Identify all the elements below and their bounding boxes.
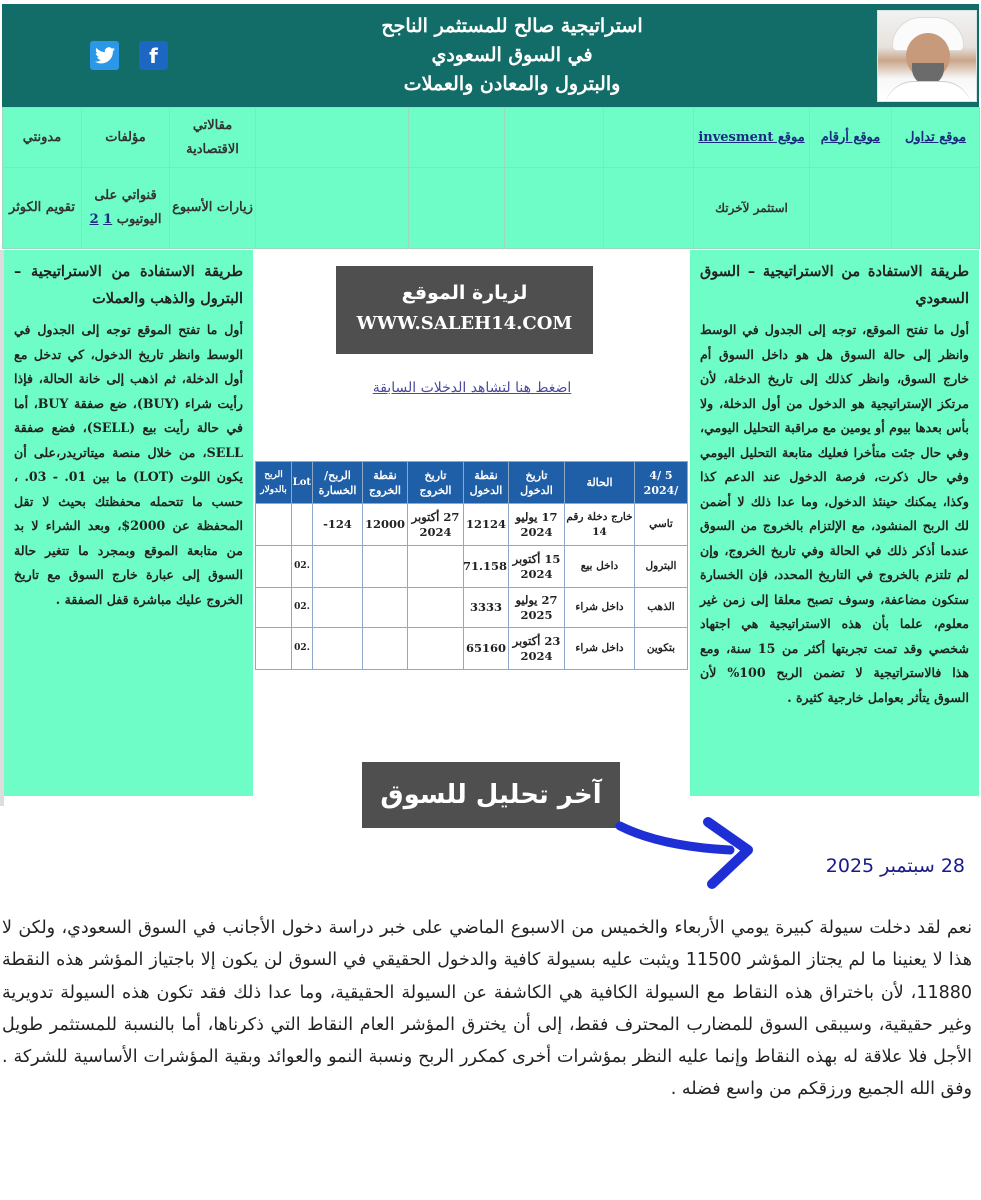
cell-lot xyxy=(292,504,313,546)
cell-exit-date xyxy=(408,546,464,588)
saudi-strategy-title: طريقة الاستفادة من الاستراتيجية – السوق السعودي xyxy=(700,263,969,307)
cell-lot: .02 xyxy=(292,628,313,670)
header-exit-date: تاريخ الخروج xyxy=(408,462,464,504)
cell-exit-date xyxy=(408,588,464,628)
cell-entry-point: 65160 xyxy=(464,628,509,670)
cell-status: داخل شراء xyxy=(565,588,635,628)
youtube-link-1[interactable]: 1 xyxy=(103,212,113,227)
header-entry-point: نقطة الدخول xyxy=(464,462,509,504)
site-title-line-1: استراتيجية صالح للمستثمر الناجح xyxy=(381,15,643,37)
nav-empty-cell xyxy=(409,108,505,168)
cell-profit-loss xyxy=(313,546,363,588)
cell-status: داخل بيع xyxy=(565,546,635,588)
cell-exit-point xyxy=(363,546,408,588)
header-profit-loss: الربح/ الخسارة xyxy=(313,462,363,504)
cell-entry-date: 15 أكتوبر 2024 xyxy=(509,546,565,588)
nav-argaam[interactable]: موقع أرقام xyxy=(810,108,892,168)
saudi-strategy-body: أول ما تفتح الموقع، توجه إلى الجدول في الوسط وانظر إلى حالة السوق هل هو داخل السوق أم خارج السوق، وانظر كذلك إلى تاريخ الدخلة، لأن مرتكز الإستراتيجية هو الدخول من أول الدخلة، ولا بأس بعدها بيوم أو يومين مع مراقبة التحليل اليومي، وفي حال جئت متأخرا فعليك متابعة التحليل اليومي وفي حال ذكرت، فرصة الدخول عند الدعم كذا وكذا، يمكنك حينئذ الدخول، وما عدا ذلك لا أضمن لك الربح المنشود، مع الإلتزام بالخروج من السوق عندما أذكر ذلك في الحالة وفي تاريخ الخروج، وإن لم تلتزم بالخروج في التاريخ المحدد، فإن الخسارة ستكون مضاعفة، وسوف تصبح معلقا إلى زمن غير معلوم، علما بأن هذه الاستراتيجية هي اجتهاد شخصي وقد تمت تجربتها أكثر من 15 سنة، ومع هذا فالاستراتيجية لا تضمن الربح 100% لأن السوق يتأثر بعوامل خارجية كثيرة . xyxy=(700,322,969,705)
header-exit-point: نقطة الخروج xyxy=(363,462,408,504)
commodities-strategy-panel xyxy=(4,250,253,796)
cell-entry-date: 27 يوليو 2025 xyxy=(509,588,565,628)
header-entry-date: تاريخ الدخول xyxy=(509,462,565,504)
trades-table xyxy=(255,461,688,670)
cell-status: خارج دخلة رقم 14 xyxy=(565,504,635,546)
nav-empty-cell xyxy=(256,108,409,168)
cell-market: الذهب xyxy=(635,588,688,628)
nav-grid xyxy=(2,107,980,249)
nav-empty-cell xyxy=(604,108,694,168)
cell-market: تاسي xyxy=(635,504,688,546)
cell-exit-date: 27 أكتوبر 2024 xyxy=(408,504,464,546)
commodities-strategy-title: طريقة الاستفادة من الاستراتيجية – البترول والذهب والعملات xyxy=(14,263,243,307)
cell-exit-point: 12000 xyxy=(363,504,408,546)
nav-weekly-visits[interactable]: زيارات الأسبوع xyxy=(170,168,256,249)
cell-lot: .02 xyxy=(292,546,313,588)
facebook-icon[interactable]: f xyxy=(139,41,168,70)
author-avatar xyxy=(877,10,977,102)
youtube-label: قنواتي على اليوتيوب xyxy=(94,188,162,227)
nav-empty-cell xyxy=(409,168,505,249)
cell-exit-date xyxy=(408,628,464,670)
cell-entry-point: 71.158 xyxy=(464,546,509,588)
site-title xyxy=(262,12,762,99)
nav-books[interactable]: مؤلفات xyxy=(82,108,170,168)
visit-site-banner[interactable] xyxy=(336,266,593,354)
cell-profit-loss: -124 xyxy=(313,504,363,546)
cell-entry-point: 3333 xyxy=(464,588,509,628)
commodities-strategy-body: أول ما تفتح الموقع توجه إلى الجدول في الوسط وانظر تاريخ الدخول، كي تدخل مع أول الدخلة، ثم اذهب إلى خانة الحالة، فإذا رأيت شراء (BUY)، ضع صفقة BUY، أما في حالة رأيت بيع (SELL)، فضع صفقة SELL، من خلال منصة ميتاتريدر،على أن يكون اللوت (LOT) ما بين 01. - 03. ، حسب ما تتحمله محفظتك بحيث لا تقل المحفظة عن 2000$، وبعد الشراء لا بد من متابعة الموقع وبمجرد ما تتغير حالة السوق إلى عبارة خارج السوق مع تاريخ الخروج عليك مباشرة قفل الصفقة . xyxy=(14,322,244,607)
nav-empty-cell xyxy=(892,168,980,249)
header-lot: Lot xyxy=(292,462,313,504)
latest-analysis-banner: آخر تحليل للسوق xyxy=(362,762,620,828)
site-title-line-2: في السوق السعودي xyxy=(431,44,593,66)
site-title-line-3: والبترول والمعادن والعملات xyxy=(403,73,621,95)
visit-site-url: WWW.SALEH14.COM xyxy=(356,313,573,334)
cell-entry-date: 17 يوليو 2024 xyxy=(509,504,565,546)
previous-entries-link[interactable]: اضغط هنا لتشاهد الدخلات السابقة xyxy=(372,380,572,396)
nav-invest-afterlife[interactable]: استثمر لآخرتك xyxy=(694,168,810,249)
nav-empty-cell xyxy=(810,168,892,249)
twitter-icon[interactable] xyxy=(90,41,119,70)
site-header xyxy=(2,4,979,107)
nav-youtube xyxy=(82,168,170,249)
post-date: 28 سبتمبر 2025 xyxy=(825,855,965,877)
header-date: 5 /4 /2024 xyxy=(635,462,688,504)
table-row xyxy=(256,504,688,546)
cell-exit-point xyxy=(363,588,408,628)
nav-empty-cell xyxy=(604,168,694,249)
cell-lot: .02 xyxy=(292,588,313,628)
cell-profit-usd xyxy=(256,628,292,670)
cell-market: بتكوين xyxy=(635,628,688,670)
cell-status: داخل شراء xyxy=(565,628,635,670)
visit-site-title: لزيارة الموقع xyxy=(401,282,528,304)
table-row xyxy=(256,546,688,588)
cell-profit-usd xyxy=(256,546,292,588)
cell-entry-date: 23 أكتوبر 2024 xyxy=(509,628,565,670)
post-body: نعم لقد دخلت سيولة كبيرة يومي الأربعاء والخميس من الاسبوع الماضي على خبر دراسة دخول الأجانب في السوق السعودي، ولكن لا هذا لا يعنينا ما لم يجتاز المؤشر 11500 ويثبت عليه بسيولة كافية والدخول الحقيقي في السوق لن يكون إلا باجتياز المؤشر هذه النقطة 11880، لأن باختراق هذه النقاط مع السيولة الكافية هي الكاشفة عن السيولة الحقيقية، وما عدا ذلك فقد تكون هذه السيولة تدويرية وغير حقيقية، وسيبقى السوق للمضارب المحترف فقط، إلى أن يخترق المؤشر العام النقاط التي ذكرناها، أما بالنسبة للمستثمر طويل الأجل فلا علاقة له بهذه النقاط وإنما عليه النظر بمؤشرات أخرى كمكرر الربح ونسبة النمو والعوائد وبقية المؤشرات الأساسية للشركة . وفق الله الجميع ورزقكم من واسع فضله . xyxy=(2,918,972,1100)
cell-exit-point xyxy=(363,628,408,670)
saudi-strategy-panel xyxy=(690,250,979,796)
social-links xyxy=(90,41,168,70)
youtube-link-2[interactable]: 2 xyxy=(89,212,99,227)
cell-profit-usd xyxy=(256,504,292,546)
cell-market: البترول xyxy=(635,546,688,588)
header-profit-usd: الربح بالدولار xyxy=(256,462,292,504)
nav-blog[interactable]: مدونتي xyxy=(3,108,82,168)
arrow-icon xyxy=(612,812,762,894)
nav-tadawul[interactable]: موقع تداول xyxy=(892,108,980,168)
nav-empty-cell xyxy=(505,108,604,168)
cell-profit-loss xyxy=(313,628,363,670)
table-row xyxy=(256,588,688,628)
nav-calendar[interactable]: تقويم الكوثر xyxy=(3,168,82,249)
nav-empty-cell xyxy=(505,168,604,249)
cell-profit-loss xyxy=(313,588,363,628)
cell-entry-point: 12124 xyxy=(464,504,509,546)
cell-profit-usd xyxy=(256,588,292,628)
header-status: الحالة xyxy=(565,462,635,504)
nav-articles[interactable]: مقالاتي الاقتصادية xyxy=(170,108,256,168)
nav-invesment[interactable]: موقع invesment xyxy=(694,108,810,168)
nav-empty-cell xyxy=(256,168,409,249)
table-row xyxy=(256,628,688,670)
